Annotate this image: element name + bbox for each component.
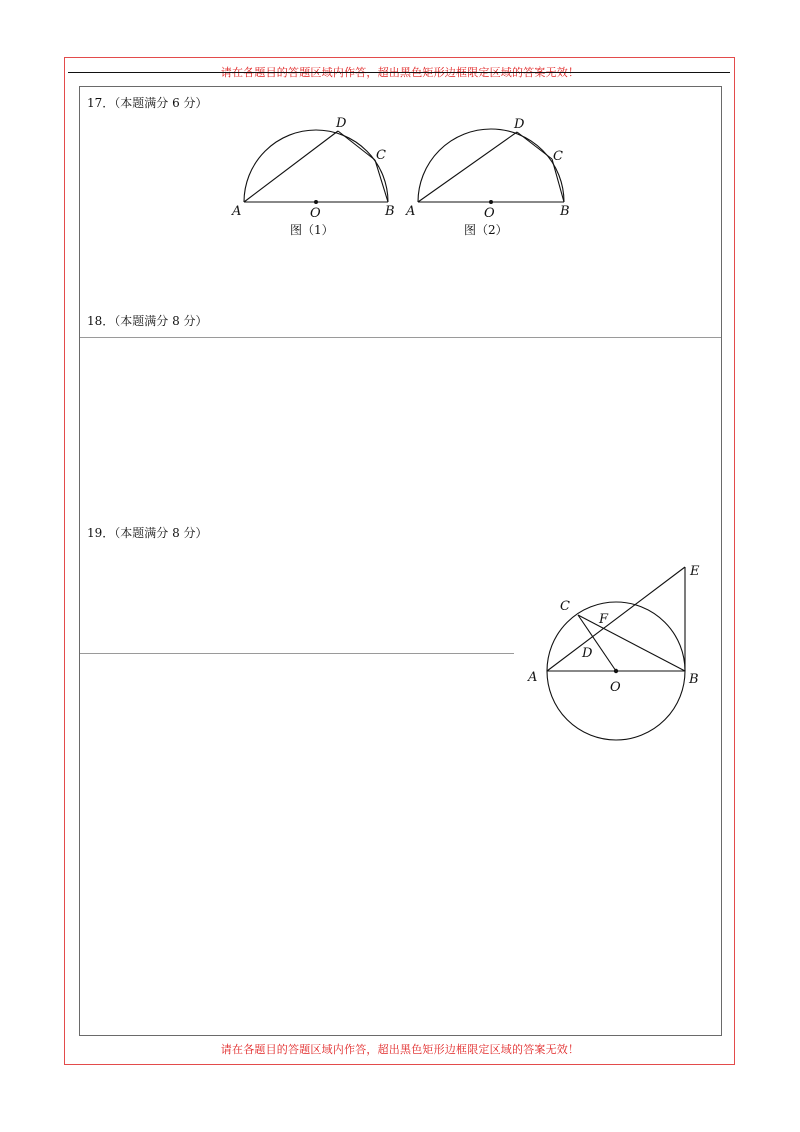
fig1-label-d: D (336, 116, 347, 131)
bottom-notice: 请在各题目的答题区域内作答，超出黑色矩形边框限定区域的答案无效！ (220, 1043, 580, 1056)
question-18-label (87, 312, 208, 329)
divider-17-18 (80, 337, 721, 338)
fig3-label-a: A (528, 670, 538, 685)
fig3-label-b: B (689, 672, 699, 687)
fig3-label-e: E (690, 564, 700, 579)
figure-2-semicircle (404, 112, 574, 242)
question-18-score: （本题满分 8 分） (114, 314, 208, 328)
fig1-chord-cb (375, 160, 388, 202)
question-19-number: 19． (87, 526, 115, 540)
fig2-caption: 图（2） (464, 223, 508, 237)
fig3-label-f: F (599, 612, 609, 627)
fig2-label-a: A (406, 204, 416, 219)
fig1-caption: 图（1） (290, 223, 334, 237)
fig3-label-o: O (610, 680, 621, 695)
fig1-chord-dc (338, 131, 375, 160)
top-rule (68, 72, 730, 73)
fig1-label-a: A (232, 204, 242, 219)
fig1-arc (244, 130, 388, 202)
fig3-label-d: D (582, 646, 593, 661)
fig2-center-point (489, 200, 493, 204)
fig2-label-b: B (560, 204, 570, 219)
fig1-label-b: B (385, 204, 395, 219)
fig3-label-c: C (560, 599, 570, 614)
fig1-chord-ad (244, 131, 338, 202)
fig2-label-d: D (514, 117, 525, 132)
fig2-label-o: O (484, 206, 495, 221)
figure-3-circle-tangent (520, 555, 720, 755)
figure-1-semicircle (230, 112, 395, 242)
fig2-chord-cb (552, 159, 564, 202)
fig2-arc (418, 129, 564, 202)
fig2-label-c: C (553, 149, 563, 164)
fig1-label-o: O (310, 206, 321, 221)
fig3-center-point (614, 669, 618, 673)
divider-19-20 (80, 653, 514, 654)
fig2-chord-ad (418, 132, 517, 202)
question-17-score: （本题满分 6 分） (114, 96, 208, 110)
fig1-label-c: C (376, 148, 386, 163)
top-notice: 请在各题目的答题区域内作答，超出黑色矩形边框限定区域的答案无效！ (220, 66, 580, 79)
fig2-chord-dc (517, 132, 552, 159)
question-19-label (87, 524, 208, 541)
question-17-number: 17． (87, 96, 115, 110)
question-19-score: （本题满分 8 分） (114, 526, 208, 540)
question-17-label (87, 94, 208, 111)
question-18-number: 18． (87, 314, 115, 328)
fig1-center-point (314, 200, 318, 204)
